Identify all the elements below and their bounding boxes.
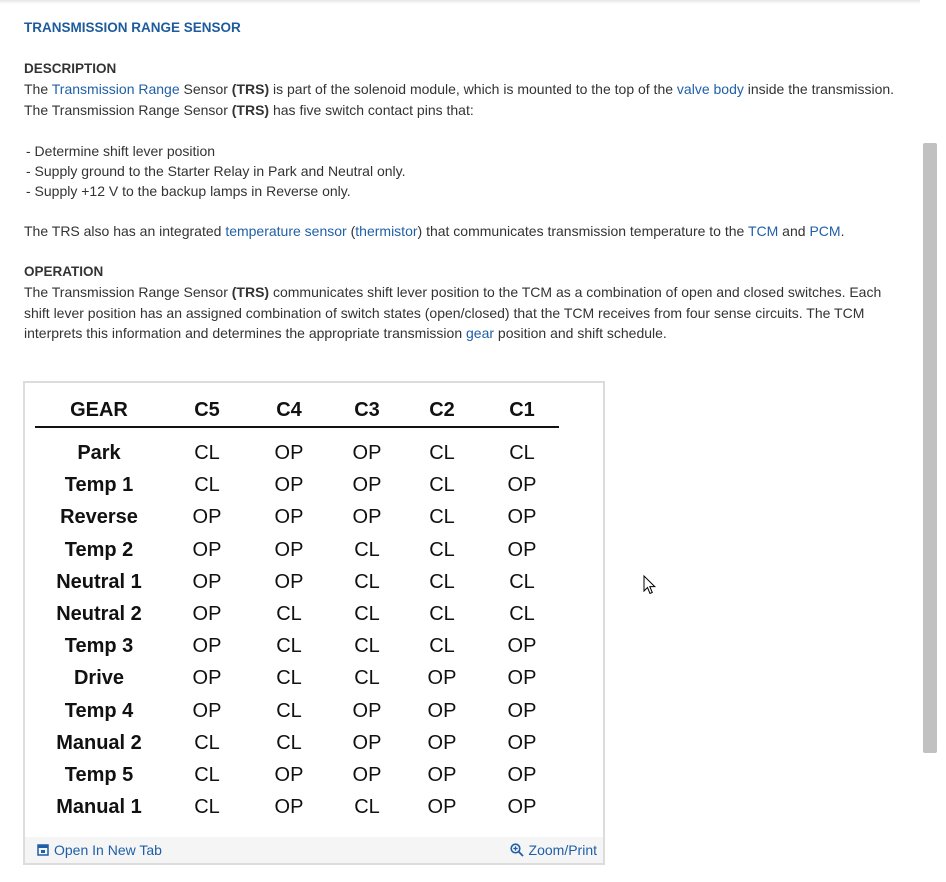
switch-state-cell: CL [194,474,220,497]
zoom-print-link[interactable] [510,842,597,858]
table-row [35,506,559,530]
description-paragraph-2: The TRS also has an integrated temperature sensor (thermistor) that communicates transmission temperature to the TCM and PCM. [24,223,845,239]
switch-state-cell: CL [276,635,302,658]
table-row [35,635,559,659]
header-c3: C3 [354,399,380,421]
switch-state-cell: OP [192,603,222,625]
top-shadow [0,0,920,4]
gear-cell: Temp 3 [64,635,134,658]
list-item: - Determine shift lever position [26,143,216,159]
open-new-tab-icon [37,844,49,856]
table-row [35,764,559,788]
switch-state-cell: CL [429,635,455,658]
gear-cell: Drive [73,667,125,690]
switch-state-cell: CL [509,603,535,625]
switch-state-cell: OP [274,506,304,529]
scrollbar-thumb[interactable] [923,143,937,753]
switch-state-cell: OP [192,699,222,722]
switch-state-cell: OP [507,506,537,529]
switch-state-cell: OP [274,570,304,593]
switch-state-cell: OP [427,796,457,819]
switch-state-cell: OP [507,667,537,690]
gear-cell: Reverse [60,506,138,529]
switch-state-cell: OP [352,764,382,786]
switch-state-cell: OP [274,474,304,497]
gear-cell: Temp 5 [64,764,134,786]
table-row [35,603,559,627]
switch-state-cell: OP [427,764,457,786]
header-gear: GEAR [70,399,128,421]
page-title: TRANSMISSION RANGE SENSOR [24,20,241,35]
zoom-icon [510,843,524,857]
switch-state-cell: OP [192,667,222,690]
switch-state-cell: CL [354,603,380,625]
gear-cell: Temp 1 [64,474,134,497]
operation-heading: OPERATION [24,264,104,279]
switch-state-cell: CL [354,635,380,658]
switch-state-cell: CL [509,442,535,464]
switch-state-cell: CL [429,474,455,497]
switch-state-cell: OP [427,667,457,690]
switch-state-cell: CL [354,796,380,819]
table-row [35,571,559,595]
switch-state-cell: CL [276,603,302,625]
link-temperature-sensor[interactable]: temperature sensor [225,223,347,239]
header-c4: C4 [276,399,302,421]
header-rule [35,426,559,428]
description-heading: DESCRIPTION [24,61,117,76]
switch-state-cell: CL [194,764,220,786]
table-row [35,442,559,466]
table-row [35,732,559,756]
link-valve-body[interactable]: valve body [676,81,744,97]
open-new-tab-link[interactable] [37,842,162,858]
switch-state-cell: OP [352,442,382,464]
switch-state-cell: OP [274,764,304,786]
table-header [35,399,559,423]
switch-state-cell: CL [429,506,455,529]
list-item: - Supply +12 V to the backup lamps in Reverse only. [26,183,351,199]
link-tcm[interactable]: TCM [747,223,779,239]
switch-state-cell: CL [509,570,535,593]
switch-state-cell: OP [507,731,537,754]
switch-state-cell: CL [276,731,302,754]
switch-state-cell: OP [507,796,537,819]
operation-paragraph: The Transmission Range Sensor (TRS) communicates shift lever position to the TCM as a combination of open and closed switches. Each shift lever position has an assigned combination of switch states (open/closed) that the TCM receives from four sense circuits. The TCM interprets this information and determines the appropriate transmission gear position and shift schedule. [24,284,882,342]
gear-cell: Park [77,442,121,464]
gear-cell: Neutral 1 [56,570,142,593]
switch-state-cell: OP [352,474,382,497]
table-row [35,667,559,691]
switch-state-cell: CL [194,731,220,754]
switch-state-cell: OP [274,442,304,464]
switch-state-cell: CL [354,570,380,593]
switch-state-cell: OP [192,538,222,561]
mouse-cursor-icon [643,575,657,600]
switch-state-cell: OP [352,731,382,754]
table-row [35,796,559,820]
switch-state-cell: CL [429,538,455,561]
header-c1: C1 [509,399,535,421]
switch-state-cell: OP [274,538,304,561]
gear-cell: Temp 2 [64,538,134,561]
function-list [26,141,406,201]
header-c2: C2 [429,399,455,421]
link-thermistor[interactable]: thermistor [355,223,418,239]
trs-switch-table-figure [23,381,605,865]
switch-state-cell: CL [194,796,220,819]
switch-state-cell: OP [507,538,537,561]
gear-cell: Manual 1 [56,796,142,819]
switch-state-cell: OP [192,570,222,593]
table-row [35,700,559,724]
gear-cell: Manual 2 [56,731,142,754]
switch-state-cell: OP [507,764,537,786]
switch-state-cell: CL [276,667,302,690]
open-new-tab-label: Open In New Tab [54,842,162,858]
table-row [35,539,559,563]
link-transmission-range[interactable]: Transmission Range [51,81,180,97]
zoom-print-label: Zoom/Print [528,842,597,858]
switch-state-cell: CL [429,603,455,625]
switch-state-cell: OP [427,731,457,754]
header-c5: C5 [194,399,220,421]
switch-state-cell: OP [352,506,382,529]
switch-state-cell: OP [192,506,222,529]
figure-toolbar [25,837,603,863]
table-row [35,474,559,498]
switch-state-cell: OP [274,796,304,819]
description-paragraph: The Transmission Range Sensor (TRS) is part of the solenoid module, which is mounted to the top of the valve body inside the transmission. The Transmission Range Sensor (TRS) has five switch contact pins that: [24,81,895,118]
switch-state-cell: CL [354,538,380,561]
link-gear[interactable]: gear [466,325,495,342]
gear-cell: Neutral 2 [56,603,142,625]
switch-state-cell: OP [427,699,457,722]
switch-state-cell: OP [507,699,537,722]
switch-state-cell: OP [507,474,537,497]
switch-state-cell: CL [429,570,455,593]
switch-state-cell: OP [192,635,222,658]
switch-state-cell: CL [194,442,220,464]
switch-state-cell: OP [507,635,537,658]
switch-state-cell: CL [354,667,380,690]
switch-state-cell: CL [429,442,455,464]
gear-cell: Temp 4 [64,699,134,722]
switch-state-cell: CL [276,699,302,722]
switch-state-cell: OP [352,699,382,722]
link-pcm[interactable]: PCM [809,223,841,239]
list-item: - Supply ground to the Starter Relay in Park and Neutral only. [26,163,406,179]
